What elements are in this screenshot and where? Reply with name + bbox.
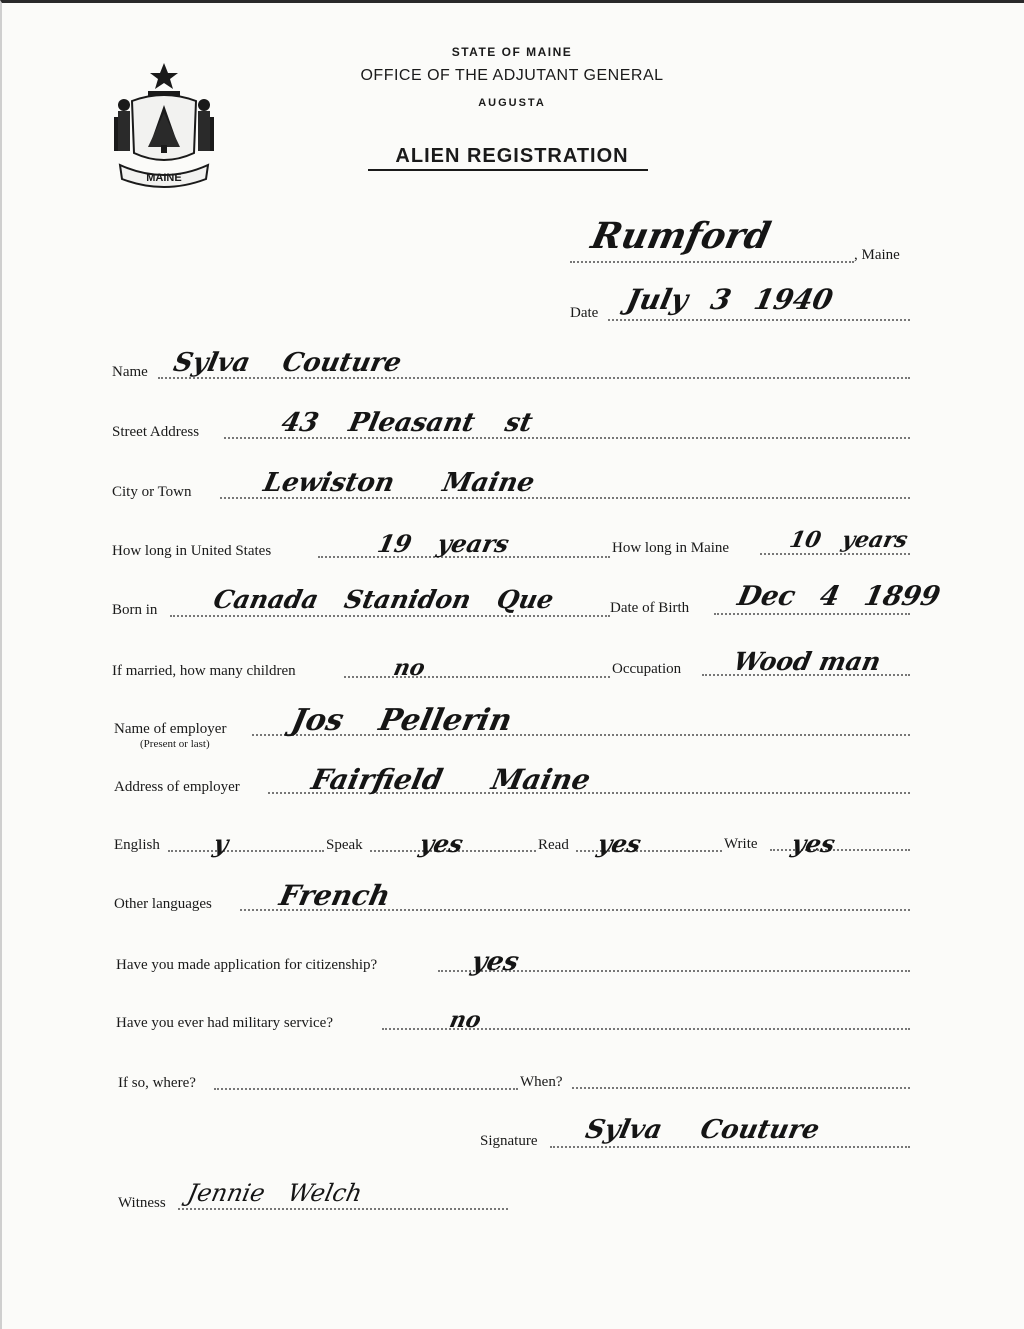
date-label: Date: [570, 305, 599, 321]
where-line: [214, 1088, 518, 1090]
header-state: STATE OF MAINE: [451, 45, 573, 59]
maine-duration-label: How long in Maine: [612, 540, 730, 556]
form-title: ALIEN REGISTRATION: [395, 145, 629, 167]
born-in-line: [170, 615, 610, 617]
employer-label: Name of employer: [114, 721, 227, 737]
name-value: Sylva Couture: [170, 348, 405, 378]
english-line: [168, 850, 324, 852]
maine-duration-line: [760, 553, 910, 555]
children-value: no: [391, 655, 428, 681]
name-label: Name: [112, 364, 148, 380]
children-label: If married, how many children: [112, 663, 296, 679]
witness-line: [178, 1208, 508, 1210]
date-line: [608, 319, 910, 321]
signature-label: Signature: [480, 1133, 538, 1149]
other-languages-label: Other languages: [114, 896, 212, 912]
date-value: July 3 1940: [623, 283, 836, 316]
maine-duration-value: 10 years: [787, 527, 911, 553]
city-town-value: Lewiston Maine: [260, 468, 538, 498]
maine-state-seal: [110, 61, 218, 189]
born-in-value: Canada Stanidon Que: [210, 585, 557, 614]
english-value: y: [210, 829, 232, 858]
title-underline: [368, 169, 648, 171]
signature-value: Sylva Couture: [582, 1115, 823, 1145]
seal-text: MAINE: [146, 172, 182, 184]
town-line: [570, 261, 854, 263]
write-value: yes: [788, 829, 838, 858]
header-office: OFFICE OF THE ADJUTANT GENERAL: [360, 67, 664, 84]
occupation-label: Occupation: [612, 661, 682, 677]
us-duration-value: 19 years: [374, 529, 512, 558]
city-town-label: City or Town: [112, 484, 192, 500]
speak-value: yes: [416, 829, 466, 858]
when-label: When?: [520, 1074, 563, 1090]
street-label: Street Address: [112, 424, 200, 440]
other-languages-value: French: [276, 879, 394, 912]
employer-sublabel: (Present or last): [140, 738, 210, 750]
us-duration-label: How long in United States: [112, 543, 272, 559]
signature-line: [550, 1146, 910, 1148]
write-label: Write: [724, 836, 758, 852]
witness-label: Witness: [118, 1195, 166, 1211]
when-line: [572, 1087, 910, 1089]
occupation-value: Wood man: [730, 647, 884, 676]
employer-value: Jos Pellerin: [288, 703, 516, 738]
citizenship-label: Have you made application for citizenship?: [116, 957, 378, 973]
date-of-birth-value: Dec 4 1899: [734, 581, 944, 612]
employer-address-value: Fairfield Maine: [308, 763, 594, 796]
speak-label: Speak: [326, 837, 363, 853]
employer-address-label: Address of employer: [114, 779, 240, 795]
read-value: yes: [594, 829, 644, 858]
children-line: [344, 676, 610, 678]
street-value: 43 Pleasant st: [278, 408, 536, 438]
where-label: If so, where?: [118, 1075, 196, 1091]
date-of-birth-label: Date of Birth: [610, 600, 690, 616]
witness-value: Jennie Welch: [185, 1179, 365, 1207]
military-label: Have you ever had military service?: [116, 1015, 333, 1031]
maine-suffix-label: , Maine: [854, 247, 900, 263]
town-value: Rumford: [587, 215, 775, 257]
military-value: no: [447, 1007, 484, 1033]
citizenship-value: yes: [468, 947, 522, 977]
header-city: AUGUSTA: [478, 97, 546, 109]
born-in-label: Born in: [112, 602, 158, 618]
date-of-birth-line: [714, 613, 910, 615]
english-label: English: [114, 837, 160, 853]
read-label: Read: [538, 837, 569, 853]
